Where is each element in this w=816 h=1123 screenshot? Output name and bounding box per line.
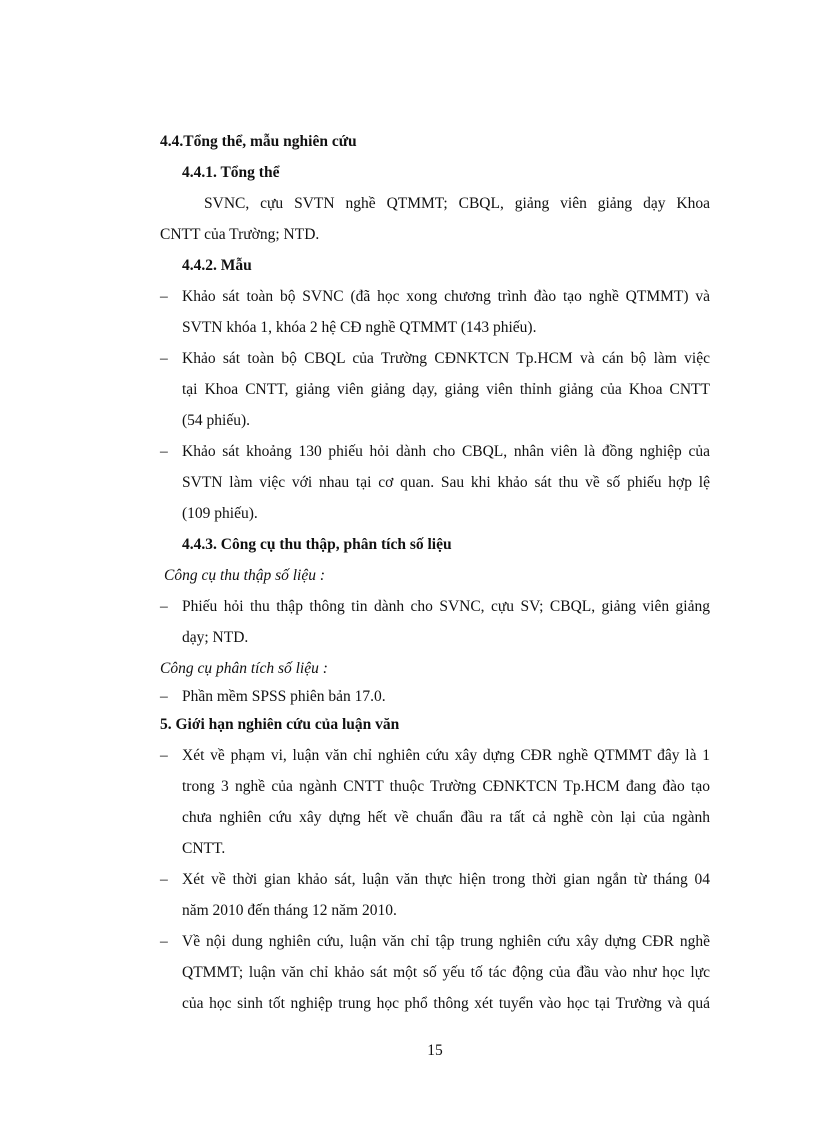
list-item-line: Khảo sát toàn bộ CBQL của Trường CĐNKTCN Tp.HCM và cán bộ làm việc — [182, 350, 710, 367]
list-item-line: Khảo sát toàn bộ SVNC (đã học xong chương trình đào tạo nghề QTMMT) và — [182, 288, 710, 305]
italic-label: Công cụ thu thập số liệu : — [164, 567, 326, 584]
list-item-line: của học sinh tốt nghiệp trung học phổ thông xét tuyển vào học tại Trường và quá — [182, 995, 710, 1012]
list-item-line: dạy; NTD. — [182, 629, 249, 646]
list-item-line: CNTT. — [182, 840, 226, 857]
section-heading: 4.4.Tổng thể, mẫu nghiên cứu — [160, 133, 357, 150]
subsection-heading: 4.4.1. Tổng thể — [182, 164, 280, 181]
section-heading: 5. Giới hạn nghiên cứu của luận văn — [160, 716, 400, 733]
paragraph-line: CNTT của Trường; NTD. — [160, 226, 320, 243]
list-item-line: Xét về phạm vi, luận văn chỉ nghiên cứu xây dựng CĐR nghề QTMMT đây là 1 — [182, 747, 710, 764]
bullet-dash: – — [160, 747, 168, 764]
bullet-dash: – — [160, 688, 168, 705]
list-item-line: QTMMT; luận văn chỉ khảo sát một số yếu tố tác động của đầu vào như học lực — [182, 964, 710, 981]
list-item-line: SVTN khóa 1, khóa 2 hệ CĐ nghề QTMMT (143 phiếu). — [182, 319, 537, 336]
bullet-dash: – — [160, 933, 168, 950]
list-item-line: Về nội dung nghiên cứu, luận văn chỉ tập trung nghiên cứu xây dựng CĐR nghề — [182, 933, 710, 950]
list-item-line: Phiếu hỏi thu thập thông tin dành cho SVNC, cựu SV; CBQL, giảng viên giảng — [182, 598, 710, 615]
bullet-dash: – — [160, 871, 168, 888]
list-item-line: chưa nghiên cứu xây dựng hết về chuẩn đầu ra tất cả nghề còn lại của ngành — [182, 809, 710, 826]
list-item-line: Khảo sát khoảng 130 phiếu hỏi dành cho CBQL, nhân viên là đồng nghiệp của — [182, 443, 710, 460]
subsection-heading: 4.4.3. Công cụ thu thập, phân tích số liệu — [182, 536, 452, 553]
list-item-line: trong 3 nghề của ngành CNTT thuộc Trường CĐNKTCN Tp.HCM đang đào tạo — [182, 778, 710, 795]
page-number: 15 — [427, 1042, 443, 1059]
list-item-line: (54 phiếu). — [182, 412, 251, 429]
bullet-dash: – — [160, 443, 168, 460]
bullet-dash: – — [160, 598, 168, 615]
list-item-line: SVTN làm việc với nhau tại cơ quan. Sau khi khảo sát thu về số phiếu hợp lệ — [182, 474, 710, 491]
paragraph-line: SVNC, cựu SVTN nghề QTMMT; CBQL, giảng viên giảng dạy Khoa — [204, 195, 710, 212]
list-item-line: Phần mềm SPSS phiên bản 17.0. — [182, 688, 386, 705]
list-item-line: tại Khoa CNTT, giảng viên giảng dạy, giảng viên thỉnh giảng của Khoa CNTT — [182, 381, 710, 398]
list-item-line: năm 2010 đến tháng 12 năm 2010. — [182, 902, 397, 919]
subsection-heading: 4.4.2. Mẫu — [182, 257, 252, 274]
bullet-dash: – — [160, 288, 168, 305]
bullet-dash: – — [160, 350, 168, 367]
list-item-line: Xét về thời gian khảo sát, luận văn thực hiện trong thời gian ngắn từ tháng 04 — [182, 871, 710, 888]
italic-label: Công cụ phân tích số liệu : — [160, 660, 328, 677]
list-item-line: (109 phiếu). — [182, 505, 258, 522]
